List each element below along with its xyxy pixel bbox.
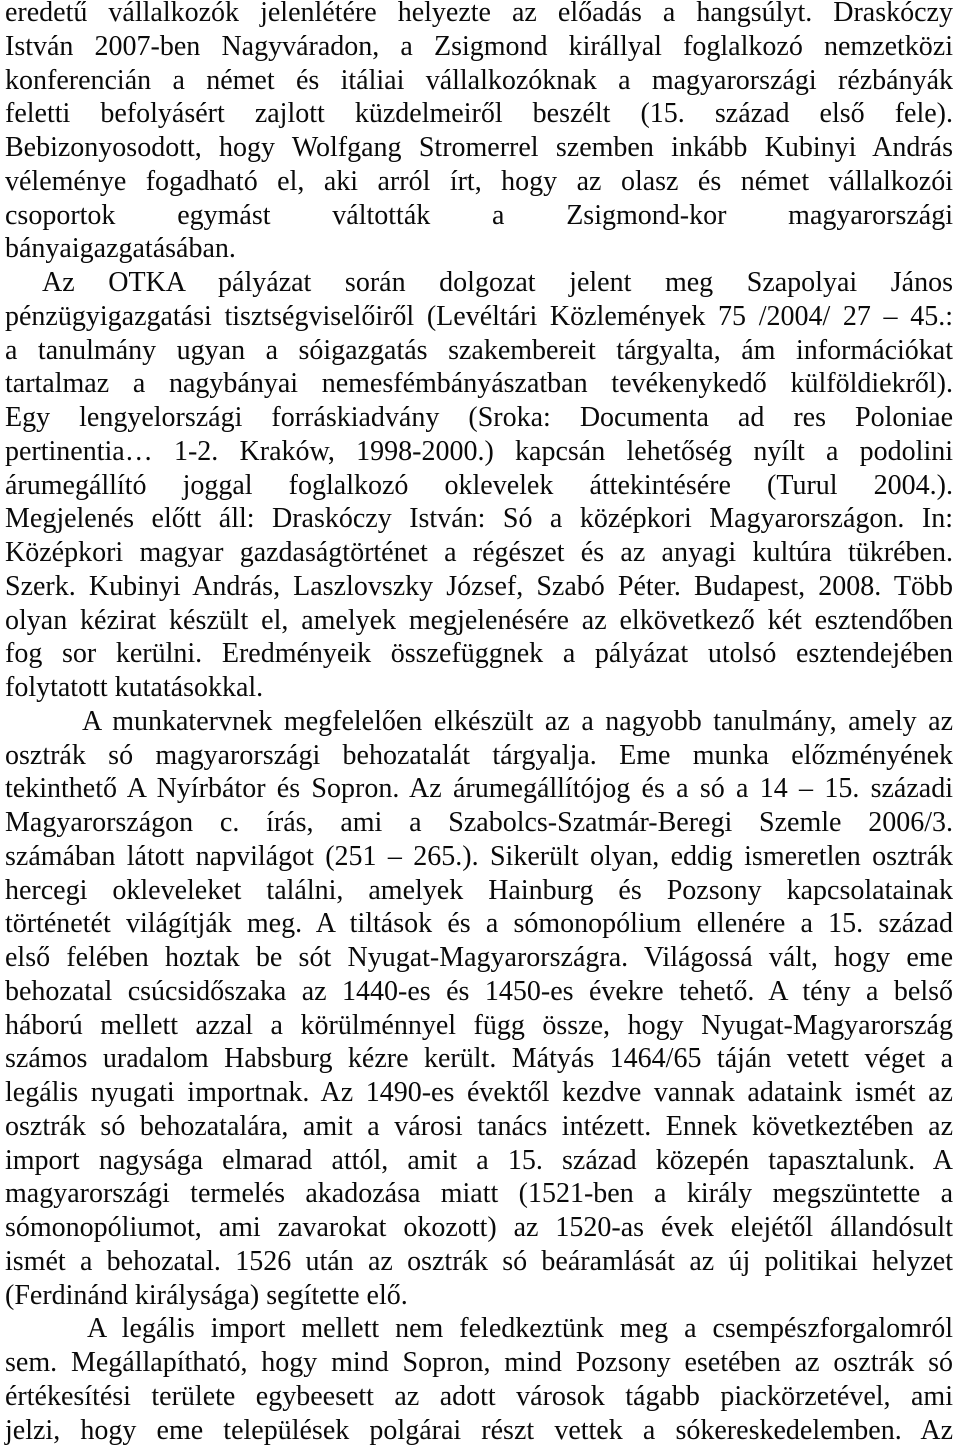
text-line: tekinthető A Nyírbátor és Sopron. Az árumegállítójog és a só a 14 – 15. századi <box>5 773 953 805</box>
text-line: csoportok egymást váltották a Zsigmond-kor magyarországi <box>5 199 953 231</box>
paragraph <box>5 705 953 1313</box>
text-line: a tanulmány ugyan a sóigazgatás szakembereit tárgyalta, ám információkat <box>5 334 953 366</box>
text-line: bányaigazgatásában. <box>5 233 236 265</box>
text-line: Az OTKA pályázat során dolgozat jelent meg Szapolyai János <box>42 267 953 298</box>
document-page <box>5 0 953 1447</box>
text-line: folytatott kutatásokkal. <box>5 672 264 703</box>
text-line: magyarországi termelés akadozása miatt (1521-ben a király megszüntette a <box>5 1178 953 1210</box>
text-line: értékesítési területe egybeesett az adott városok tágabb piackörzetével, ami <box>5 1380 953 1412</box>
text-line: árumegállító joggal foglalkozó oklevelek áttekintésére (Turul 2004.). <box>5 469 953 501</box>
text-line: Középkori magyar gazdaságtörténet a régészet és az anyagi kultúra tükrében. <box>5 537 953 568</box>
text-line: Bebizonyosodott, hogy Wolfgang Stromerrel szemben inkább Kubinyi András <box>5 132 953 163</box>
text-line: történetét világítják meg. A tiltások és a sómonopólium ellenére a 15. század <box>5 908 953 940</box>
text-line: Magyarországon c. írás, ami a Szabolcs-Szatmár-Beregi Szemle 2006/3. <box>5 807 953 838</box>
text-line: import nagysága elmarad attól, amit a 15. század közepén tapasztalunk. A <box>5 1144 953 1176</box>
text-line: sómonopóliumot, ami zavarokat okozott) az 1520-as évek elejétől állandósult <box>5 1212 953 1243</box>
paragraph <box>5 266 953 705</box>
text-line: sem. Megállapítható, hogy mind Sopron, mind Pozsony esetében az osztrák só <box>5 1347 953 1378</box>
text-line: (Ferdinánd királysága) segítette elő. <box>5 1279 408 1311</box>
text-line: fog sor kerülni. Eredményeik összefüggnek a pályázat utolsó esztendejében <box>5 638 953 670</box>
text-line: jelzi, hogy eme települések polgárai részt vettek a sókereskedelemben. Az <box>5 1414 953 1446</box>
text-line: legális nyugati importnak. Az 1490-es évektől kezdve vannak adataink ismét az <box>5 1077 953 1108</box>
text-line: számos uradalom Habsburg kézre került. Mátyás 1464/65 táján vetett véget a <box>5 1043 953 1075</box>
text-line: osztrák só magyarországi behozatalát tárgyalja. Eme munka előzményének <box>5 739 953 771</box>
text-line: ismét a behozatal. 1526 után az osztrák só beáramlását az új politikai helyzet <box>5 1245 953 1277</box>
text-line: pénzügyigazgatási tisztségviselőiről (Levéltári Közlemények 75 /2004/ 27 – 45.: <box>5 300 953 332</box>
paragraph <box>5 0 953 266</box>
text-line: Egy lengyelországi forráskiadvány (Sroka: Documenta ad res Poloniae <box>5 402 953 433</box>
text-line: feletti befolyásért zajlott küzdelmeiről beszélt (15. század első fele). <box>5 98 953 130</box>
text-line: pertinentia… 1-2. Kraków, 1998-2000.) kapcsán lehetőség nyílt a podolini <box>5 435 953 467</box>
text-line: első felében hoztak be sót Nyugat-Magyarországra. Világossá vált, hogy eme <box>5 942 953 973</box>
text-line: konferencián a német és itáliai vállalkozóknak a magyarországi rézbányák <box>5 64 953 96</box>
text-line: behozatal csúcsidőszaka az 1440-es és 1450-es évekre tehető. A tény a belső <box>5 975 953 1007</box>
text-line: eredetű vállalkozók jelenlétére helyezte az előadás a hangsúlyt. Draskóczy <box>5 0 953 28</box>
text-line: István 2007-ben Nagyváradon, a Zsigmond királlyal foglalkozó nemzetközi <box>5 30 953 62</box>
text-line: hercegi okleveleket találni, amelyek Hainburg és Pozsony kapcsolatainak <box>5 874 953 906</box>
text-line: tartalmaz a nagybányai nemesfémbányászatban tevékenykedő külföldiekről). <box>5 368 953 400</box>
text-line: osztrák só behozatalára, amit a városi tanács intézett. Ennek következtében az <box>5 1110 953 1142</box>
text-line: háború mellett azzal a körülménnyel függ össze, hogy Nyugat-Magyarország <box>5 1009 953 1041</box>
text-line: A legális import mellett nem feledkeztünk meg a csempészforgalomról <box>87 1313 953 1345</box>
text-line: véleménye fogadható el, aki arról írt, hogy az olasz és német vállalkozói <box>5 165 953 197</box>
text-line: Megjelenés előtt áll: Draskóczy István: Só a középkori Magyarországon. In: <box>5 503 953 535</box>
text-line: számában látott napvilágot (251 – 265.). Sikerült olyan, eddig ismeretlen osztrák <box>5 840 953 872</box>
text-line: Szerk. Kubinyi András, Laszlovszky József, Szabó Péter. Budapest, 2008. Több <box>5 570 953 602</box>
text-line: olyan kézirat készült el, amelyek megjelenésére az elkövetkező két esztendőben <box>5 604 953 636</box>
text-line: A munkatervnek megfelelően elkészült az a nagyobb tanulmány, amely az <box>82 705 953 737</box>
paragraph <box>5 1312 953 1447</box>
